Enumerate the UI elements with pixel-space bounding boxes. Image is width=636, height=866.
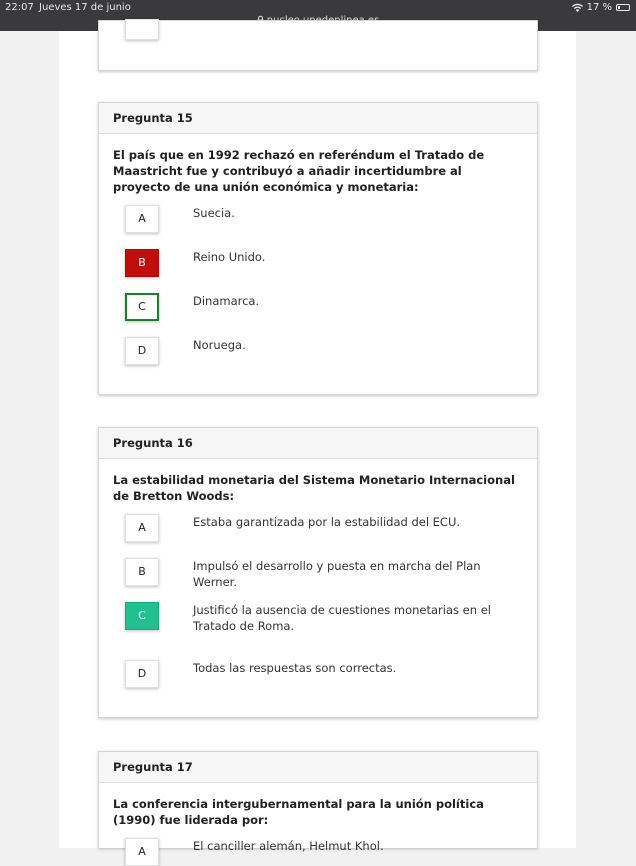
option-a-text: Estaba garantizada por la estabilidad del ECU. — [193, 515, 461, 529]
question-card-16 — [98, 427, 538, 718]
question-text: El país que en 1992 rechazó en referéndum el Tratado de Maastricht fue y contribuyó a añadir incertidumbre al proyecto de una unión económica y monetaria: — [113, 148, 485, 194]
option-c[interactable]: C — [125, 602, 159, 630]
option-a-text: El canciller alemán, Helmut Khol. — [193, 839, 384, 853]
battery-level: 17 % — [586, 2, 612, 13]
question-card-15 — [98, 102, 538, 395]
option-b-text: Impulsó el desarrollo y puesta en marcha del Plan Werner. — [193, 559, 481, 589]
question-card-previous — [98, 20, 538, 71]
option-d[interactable]: D — [125, 660, 159, 688]
option-a[interactable]: A — [125, 205, 159, 233]
option-c[interactable]: C — [125, 293, 159, 321]
battery-icon — [616, 4, 630, 11]
option-b[interactable]: B — [125, 558, 159, 586]
question-card-17 — [98, 751, 538, 858]
question-text: La estabilidad monetaria del Sistema Monetario Internacional de Bretton Woods: — [113, 473, 515, 503]
option-b-text: Reino Unido. — [193, 250, 266, 264]
option-d[interactable]: D — [125, 337, 159, 365]
status-time: 22:07 — [5, 2, 34, 13]
option-a-text: Suecia. — [193, 206, 235, 220]
option-c-text: Dinamarca. — [193, 294, 260, 308]
question-header: Pregunta 16 — [99, 428, 537, 459]
option-d-text: Todas las respuestas son correctas. — [193, 661, 397, 675]
question-header: Pregunta 17 — [99, 752, 537, 783]
option-box-previous[interactable] — [125, 19, 159, 40]
status-right — [572, 2, 630, 13]
option-b[interactable]: B — [125, 249, 159, 277]
wifi-icon — [572, 4, 583, 12]
option-c-text: Justificó la ausencia de cuestiones monetarias en el Tratado de Roma. — [193, 603, 491, 633]
status-date: Jueves 17 de junio — [39, 2, 131, 13]
option-a[interactable]: A — [125, 514, 159, 542]
option-a[interactable]: A — [125, 838, 159, 866]
question-header: Pregunta 15 — [99, 103, 537, 134]
option-d-text: Noruega. — [193, 338, 246, 352]
question-text: La conferencia intergubernamental para la unión política (1990) fue liderada por: — [113, 797, 484, 827]
